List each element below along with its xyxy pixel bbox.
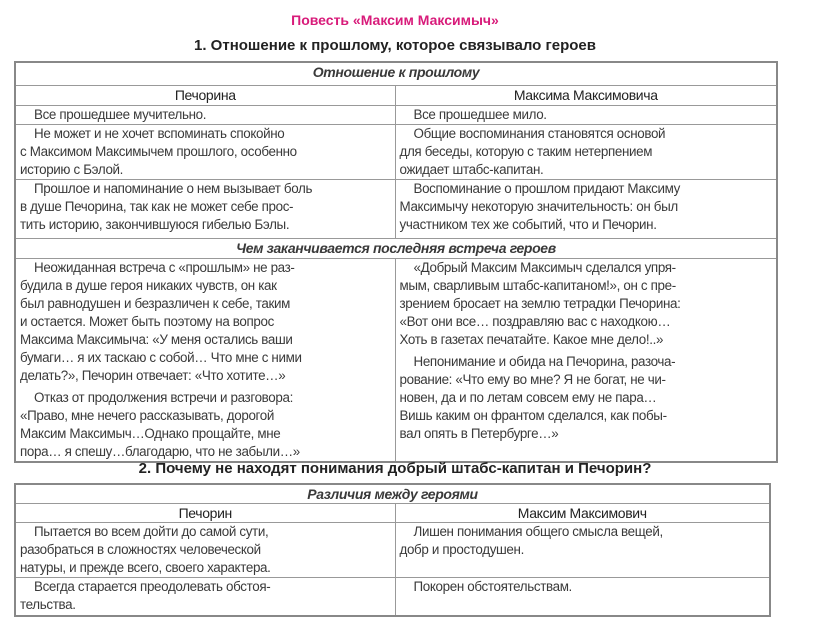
text-line: Непонимание и обида на Печорина, разоча- bbox=[413, 353, 676, 369]
table-cell bbox=[15, 523, 395, 578]
past-relation-table bbox=[14, 61, 778, 463]
text-line: Все прошедшее мучительно. bbox=[34, 106, 207, 122]
text-line: Воспоминание о прошлом придают Максиму bbox=[413, 180, 680, 196]
text-line: вал опять в Петербурге…» bbox=[399, 425, 559, 441]
table-caption: Различия между героями bbox=[15, 484, 770, 504]
column-header: Печорин bbox=[15, 504, 395, 523]
text-line: был равнодушен и безразличен к себе, таким bbox=[20, 295, 291, 311]
table-cell bbox=[395, 258, 777, 462]
text-line: будила в душе героя никаких чувств, он как bbox=[20, 277, 277, 293]
table-cell bbox=[395, 124, 777, 179]
text-line: Неожиданная встреча с «прошлым» не раз- bbox=[34, 259, 295, 275]
text-line: для беседы, которую с таким нетерпением bbox=[399, 143, 653, 159]
caption-row bbox=[15, 484, 770, 504]
table-row bbox=[15, 179, 777, 238]
text-line: Лишен понимания общего смысла вещей, bbox=[413, 524, 663, 539]
text-line: «Право, мне нечего рассказывать, дорогой bbox=[20, 407, 275, 423]
text-line: пора… я спешу…благодарю, что не забыли…» bbox=[20, 443, 300, 459]
table-cell bbox=[395, 179, 777, 238]
text-line: «Вот они все… поздравляю вас с находкою… bbox=[399, 313, 671, 329]
table-cell bbox=[15, 105, 395, 124]
table-row bbox=[15, 124, 777, 179]
column-header-row bbox=[15, 85, 777, 105]
text-line: зрением бросает на землю тетрадки Печорина: bbox=[399, 295, 681, 311]
table-cell bbox=[395, 523, 770, 578]
text-line: Хоть в газетах печатайте. Какое мне дело!..» bbox=[399, 331, 664, 347]
column-header-row bbox=[15, 504, 770, 523]
table-row bbox=[15, 578, 770, 616]
text-line: тить историю, закончившуюся гибелью Бэлы. bbox=[20, 216, 290, 232]
caption-row bbox=[15, 62, 777, 85]
text-line: делать?», Печорин отвечает: «Что хотите…» bbox=[20, 367, 286, 383]
text-line: с Максимом Максимычем прошлого, особенно bbox=[20, 143, 297, 159]
text-line: и остается. Может быть поэтому на вопрос bbox=[20, 313, 274, 329]
column-header: Печорина bbox=[15, 85, 395, 105]
section1-heading: 1. Отношение к прошлому, которое связывало героев bbox=[194, 37, 596, 54]
table-cell bbox=[15, 124, 395, 179]
text-line: Вишь каким он франтом сделался, как побы- bbox=[399, 407, 667, 423]
text-line: Максим Максимыч…Однако прощайте, мне bbox=[20, 425, 281, 441]
text-line: Всегда старается преодолевать обстоя- bbox=[34, 579, 271, 594]
column-header: Максима Максимовича bbox=[395, 85, 777, 105]
text-line: новен, да и по летам совсем ему не пара… bbox=[399, 389, 657, 405]
text-line: Максимычу некоторую значительность: он был bbox=[399, 198, 678, 214]
text-line: рование: «Что ему во мне? Я не богат, не чи- bbox=[399, 371, 666, 387]
text-line: участником тех же событий, что и Печорин. bbox=[399, 216, 657, 232]
text-line: тельства. bbox=[20, 597, 76, 612]
text-line: мым, сварливым штабс-капитаном!», он с пре- bbox=[399, 277, 676, 293]
story-title: Повесть «Максим Максимыч» bbox=[291, 12, 499, 28]
table-cell bbox=[395, 578, 770, 616]
text-line: Покорен обстоятельствам. bbox=[413, 579, 572, 594]
text-line: «Добрый Максим Максимыч сделался упря- bbox=[413, 259, 676, 275]
table-cell bbox=[395, 105, 777, 124]
table-row bbox=[15, 105, 777, 124]
text-line: в душе Печорина, так как не может себе прос- bbox=[20, 198, 294, 214]
text-line: разобраться в сложностях человеческой bbox=[20, 542, 261, 557]
text-line: Максима Максимыча: «У меня остались ваши bbox=[20, 331, 293, 347]
table-cell bbox=[15, 179, 395, 238]
text-line: Все прошедшее мило. bbox=[413, 106, 547, 122]
text-line: Отказ от продолжения встречи и разговора: bbox=[34, 389, 293, 405]
section2-heading: 2. Почему не находят понимания добрый штабс-капитан и Печорин? bbox=[138, 460, 652, 477]
table-row bbox=[15, 523, 770, 578]
differences-table bbox=[14, 483, 771, 617]
text-line: ожидает штабс-капитан. bbox=[399, 161, 544, 177]
table-row bbox=[15, 258, 777, 462]
text-line: Пытается во всем дойти до самой сути, bbox=[34, 524, 269, 539]
text-line: Прошлое и напоминание о нем вызывает боль bbox=[34, 180, 313, 196]
text-line: Не может и не хочет вспоминать спокойно bbox=[34, 125, 285, 141]
table-caption: Чем заканчивается последняя встреча героев bbox=[15, 238, 777, 258]
caption-row bbox=[15, 238, 777, 258]
table-cell bbox=[15, 578, 395, 616]
text-line: историю с Бэлой. bbox=[20, 161, 124, 177]
text-line: Общие воспоминания становятся основой bbox=[413, 125, 666, 141]
text-line: бумаги… я их таскаю с собой… Что мне с ними bbox=[20, 349, 302, 365]
table-cell bbox=[15, 258, 395, 462]
column-header: Максим Максимович bbox=[395, 504, 770, 523]
table-caption: Отношение к прошлому bbox=[15, 62, 777, 85]
text-line: натуры, и прежде всего, своего характера. bbox=[20, 560, 271, 575]
text-line: добр и простодушен. bbox=[399, 542, 524, 557]
